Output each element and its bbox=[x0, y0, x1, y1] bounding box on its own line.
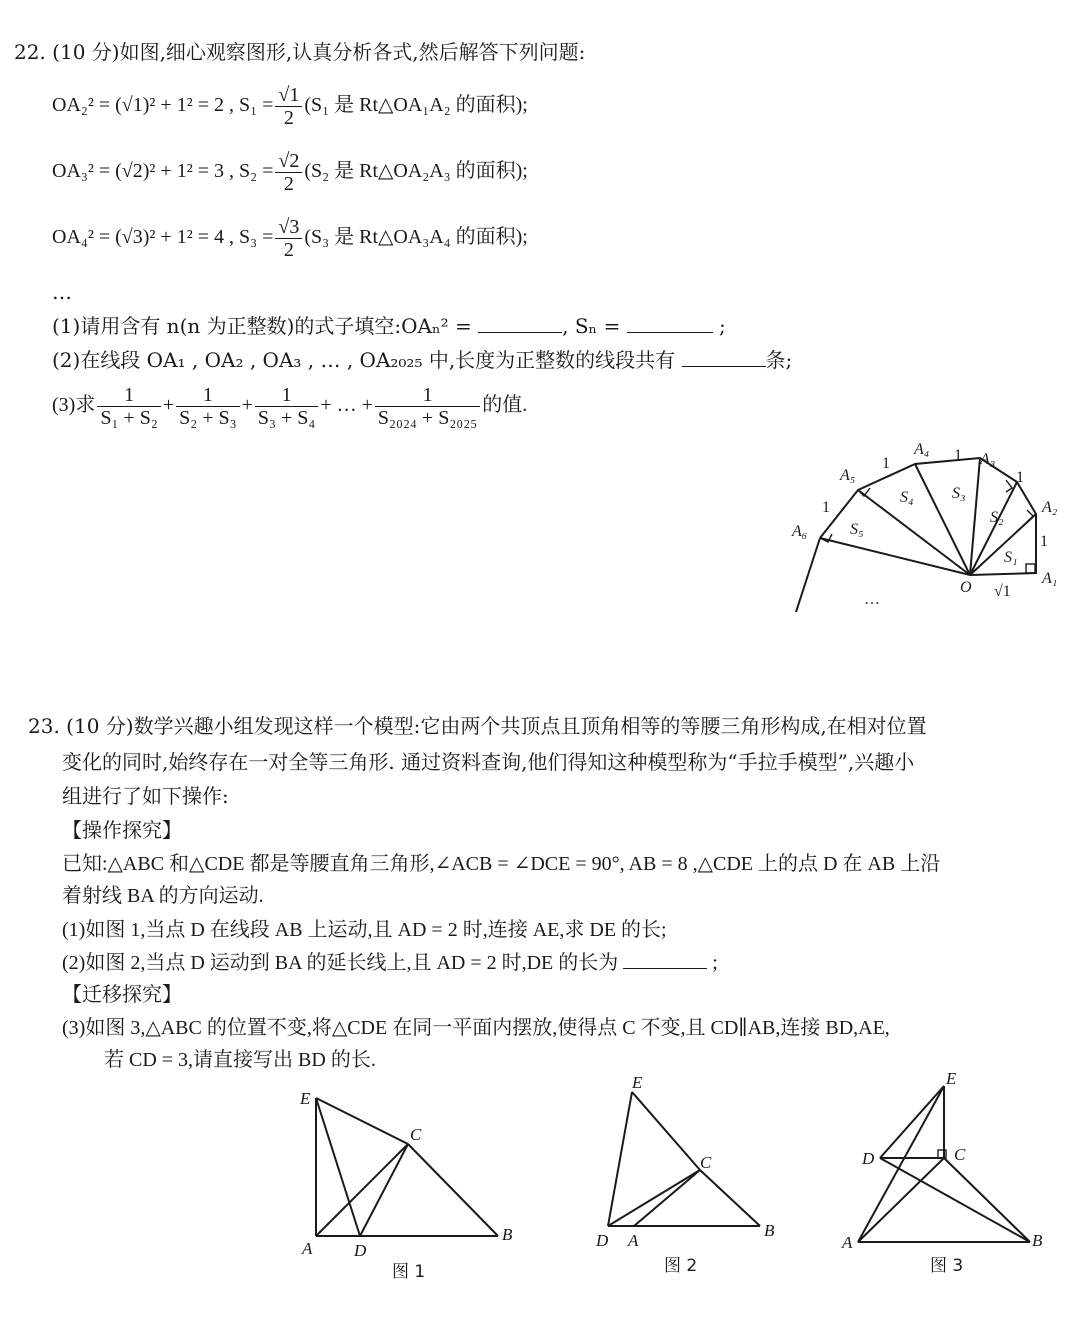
q22-part2-blank[interactable] bbox=[682, 348, 766, 367]
q23-figure-2 bbox=[590, 1070, 790, 1250]
q22-ellipsis: … bbox=[52, 280, 72, 304]
q22-part2 bbox=[52, 348, 792, 372]
q22-part3-numn: 1 bbox=[375, 384, 480, 407]
q22-part1-end: ; bbox=[719, 314, 726, 338]
q22-part3-plus2: + bbox=[241, 394, 253, 417]
q22-part3-plus1: + bbox=[162, 394, 175, 417]
q22-part3-den2: S₂ + S₃ bbox=[179, 407, 237, 429]
fig2-label-d: D bbox=[596, 1231, 609, 1250]
q22-part3-dots: + … + bbox=[320, 394, 373, 417]
right-angle-a3 bbox=[1006, 480, 1012, 492]
fig1-ec bbox=[316, 1098, 408, 1144]
label-s2: S₂ bbox=[990, 509, 1004, 526]
q22-eq3-left: OA₄² = (√3)² + 1² = 4 , S₃ = bbox=[52, 226, 274, 249]
q22-part3 bbox=[52, 384, 527, 429]
q22-eq2-frac bbox=[275, 150, 302, 195]
q23-header: 23. (10 分)数学兴趣小组发现这样一个模型:它由两个共顶点且顶角相等的等腰三角形构成,在相对位置 bbox=[28, 714, 927, 738]
label-s1: S₁ bbox=[1004, 549, 1018, 566]
q22-eq1-left: OA₂² = (√1)² + 1² = 2 , S₁ = bbox=[52, 94, 274, 117]
right-angle-a1 bbox=[1026, 564, 1035, 573]
fig1-cb bbox=[408, 1144, 498, 1236]
label-a4: A₄ bbox=[914, 441, 930, 458]
q22-part3-num3: 1 bbox=[255, 384, 318, 407]
q23-section-operation: 【操作探究】 bbox=[62, 818, 182, 842]
q23-figure-1-caption: 图 1 bbox=[392, 1262, 426, 1282]
fig3-label-a: A bbox=[842, 1233, 853, 1251]
q22-spiral-figure bbox=[780, 430, 1070, 620]
label-len-a1a2: 1 bbox=[1040, 533, 1048, 550]
q23-part3-line1: (3)如图 3,△ABC 的位置不变,将△CDE 在同一平面内摆放,使得点 C 不变,且 CD∥AB,连接 BD,AE, bbox=[62, 1017, 890, 1039]
q23-part1: (1)如图 1,当点 D 在线段 AB 上运动,且 AD = 2 时,连接 AE,求 DE 的长; bbox=[62, 919, 667, 941]
q22-part2-text: (2)在线段 OA₁ , OA₂ , OA₃ , … , OA₂₀₂₅ 中,长度为正整数的线段共有 bbox=[52, 348, 676, 372]
q22-header: 22. (10 分)如图,细心观察图形,认真分析各式,然后解答下列问题: bbox=[14, 40, 586, 64]
q22-eq3-right: (S₃ 是 Rt△OA₃A₄ 的面积); bbox=[304, 226, 528, 249]
spiral-tail bbox=[796, 538, 820, 612]
label-a1: A₁ bbox=[1042, 570, 1058, 587]
fig1-label-a: A bbox=[302, 1239, 313, 1258]
q22-eq1-frac bbox=[275, 84, 302, 129]
label-len-a4a5: 1 bbox=[882, 455, 890, 472]
q23-figure-1 bbox=[290, 1080, 530, 1260]
label-o: O bbox=[960, 579, 972, 596]
fig2-label-a: A bbox=[628, 1231, 639, 1250]
q23-part2-blank[interactable] bbox=[623, 950, 707, 969]
fig3-label-c: C bbox=[954, 1145, 966, 1164]
q22-eq1-den: 2 bbox=[283, 107, 294, 129]
q22-eq2-left: OA₃² = (√2)² + 1² = 3 , S₂ = bbox=[52, 160, 274, 183]
q22-part3-fracn bbox=[375, 384, 480, 429]
q23-figure-3 bbox=[840, 1066, 1055, 1251]
label-a2: A₂ bbox=[1042, 499, 1058, 516]
q22-eq3-frac bbox=[275, 216, 302, 261]
label-dots: … bbox=[864, 591, 880, 608]
q22-part3-suffix: 的值. bbox=[482, 394, 528, 417]
q22-eq2-den: 2 bbox=[283, 173, 294, 195]
q22-part1-blank2[interactable] bbox=[627, 314, 713, 333]
fig2-label-b: B bbox=[764, 1221, 775, 1240]
q22-part3-den1: S₁ + S₂ bbox=[100, 407, 158, 429]
fig3-label-d: D bbox=[862, 1149, 875, 1168]
q22-eq3 bbox=[52, 216, 528, 261]
q23-section-transfer: 【迁移探究】 bbox=[62, 982, 182, 1006]
label-sqrt1: √1 bbox=[994, 583, 1011, 600]
fig1-label-c: C bbox=[410, 1125, 422, 1144]
label-s5: S₅ bbox=[850, 521, 864, 538]
fig2-ed bbox=[608, 1092, 632, 1226]
fig1-ac bbox=[316, 1144, 408, 1236]
label-a5: A₅ bbox=[840, 467, 856, 484]
q22-part3-frac1 bbox=[97, 384, 160, 429]
radius-oa4b bbox=[915, 464, 970, 575]
q22-part2-end: 条; bbox=[765, 348, 793, 372]
q22-eq1 bbox=[52, 84, 528, 129]
q22-part3-frac3 bbox=[255, 384, 318, 429]
fig3-label-e: E bbox=[946, 1069, 957, 1088]
fig2-ac bbox=[634, 1170, 700, 1226]
fig1-label-d: D bbox=[354, 1241, 367, 1260]
q22-part3-prefix: (3)求 bbox=[52, 394, 96, 417]
label-len-a5a6: 1 bbox=[822, 499, 830, 516]
label-s3: S₃ bbox=[952, 485, 966, 502]
label-len-a2a3: 1 bbox=[1016, 469, 1024, 486]
fig2-ec bbox=[632, 1092, 700, 1170]
q23-part2 bbox=[62, 950, 718, 975]
q23-figure-2-caption: 图 2 bbox=[664, 1256, 698, 1276]
label-s4: S₄ bbox=[900, 489, 914, 506]
q22-part3-denn: S₂₀₂₄ + S₂₀₂₅ bbox=[377, 407, 478, 429]
fig1-label-b: B bbox=[502, 1225, 513, 1244]
q23-part2-end: ; bbox=[712, 952, 718, 974]
q23-line3: 组进行了如下操作: bbox=[62, 784, 229, 808]
q22-eq1-right: (S₁ 是 Rt△OA₁A₂ 的面积); bbox=[304, 94, 528, 117]
radius-oa5 bbox=[858, 490, 970, 575]
q22-part3-num1: 1 bbox=[97, 384, 160, 407]
q22-eq3-den: 2 bbox=[283, 239, 294, 261]
q22-part1-sn: , Sₙ = bbox=[562, 314, 621, 338]
label-a3: A₃ bbox=[980, 451, 996, 468]
q22-part1-text: (1)请用含有 n(n 为正整数)的式子填空:OAₙ² = bbox=[52, 314, 472, 338]
fig1-dc bbox=[360, 1144, 408, 1236]
q23-part2-text: (2)如图 2,当点 D 运动到 BA 的延长线上,且 AD = 2 时,DE 的长为 bbox=[62, 952, 619, 974]
q22-eq2 bbox=[52, 150, 528, 195]
q22-eq2-right: (S₂ 是 Rt△OA₂A₃ 的面积); bbox=[304, 160, 528, 183]
fig3-de bbox=[880, 1086, 944, 1158]
q22-eq3-num: √3 bbox=[275, 216, 302, 239]
q23-part3-line2: 若 CD = 3,请直接写出 BD 的长. bbox=[104, 1049, 376, 1071]
label-a6: A₆ bbox=[792, 523, 808, 540]
label-len-a3a4: 1 bbox=[954, 447, 962, 464]
q23-figure-3-caption: 图 3 bbox=[930, 1256, 964, 1276]
fig3-bd bbox=[880, 1158, 1030, 1242]
fig2-label-e: E bbox=[632, 1073, 643, 1092]
q23-known1: 已知:△ABC 和△CDE 都是等腰直角三角形,∠ACB = ∠DCE = 90°, AB = 8 ,△CDE 上的点 D 在 AB 上沿 bbox=[62, 853, 941, 875]
q22-part3-num2: 1 bbox=[176, 384, 239, 407]
q22-part1 bbox=[52, 314, 726, 338]
fig1-label-e: E bbox=[300, 1089, 311, 1108]
q22-eq1-num: √1 bbox=[275, 84, 302, 107]
fig2-label-c: C bbox=[700, 1153, 712, 1172]
fig3-label-b: B bbox=[1032, 1231, 1043, 1250]
fig2-dc bbox=[608, 1170, 700, 1226]
q23-known2: 着射线 BA 的方向运动. bbox=[62, 885, 264, 907]
radius-oa6 bbox=[820, 538, 970, 575]
q22-part3-frac2 bbox=[176, 384, 239, 429]
q22-eq2-num: √2 bbox=[275, 150, 302, 173]
q22-part3-den3: S₃ + S₄ bbox=[257, 407, 316, 429]
q23-line2: 变化的同时,始终存在一对全等三角形. 通过资料查询,他们得知这种模型称为“手拉手模型”,兴趣小 bbox=[62, 750, 915, 774]
q22-part1-blank1[interactable] bbox=[478, 314, 562, 333]
fig2-cb bbox=[700, 1170, 760, 1226]
